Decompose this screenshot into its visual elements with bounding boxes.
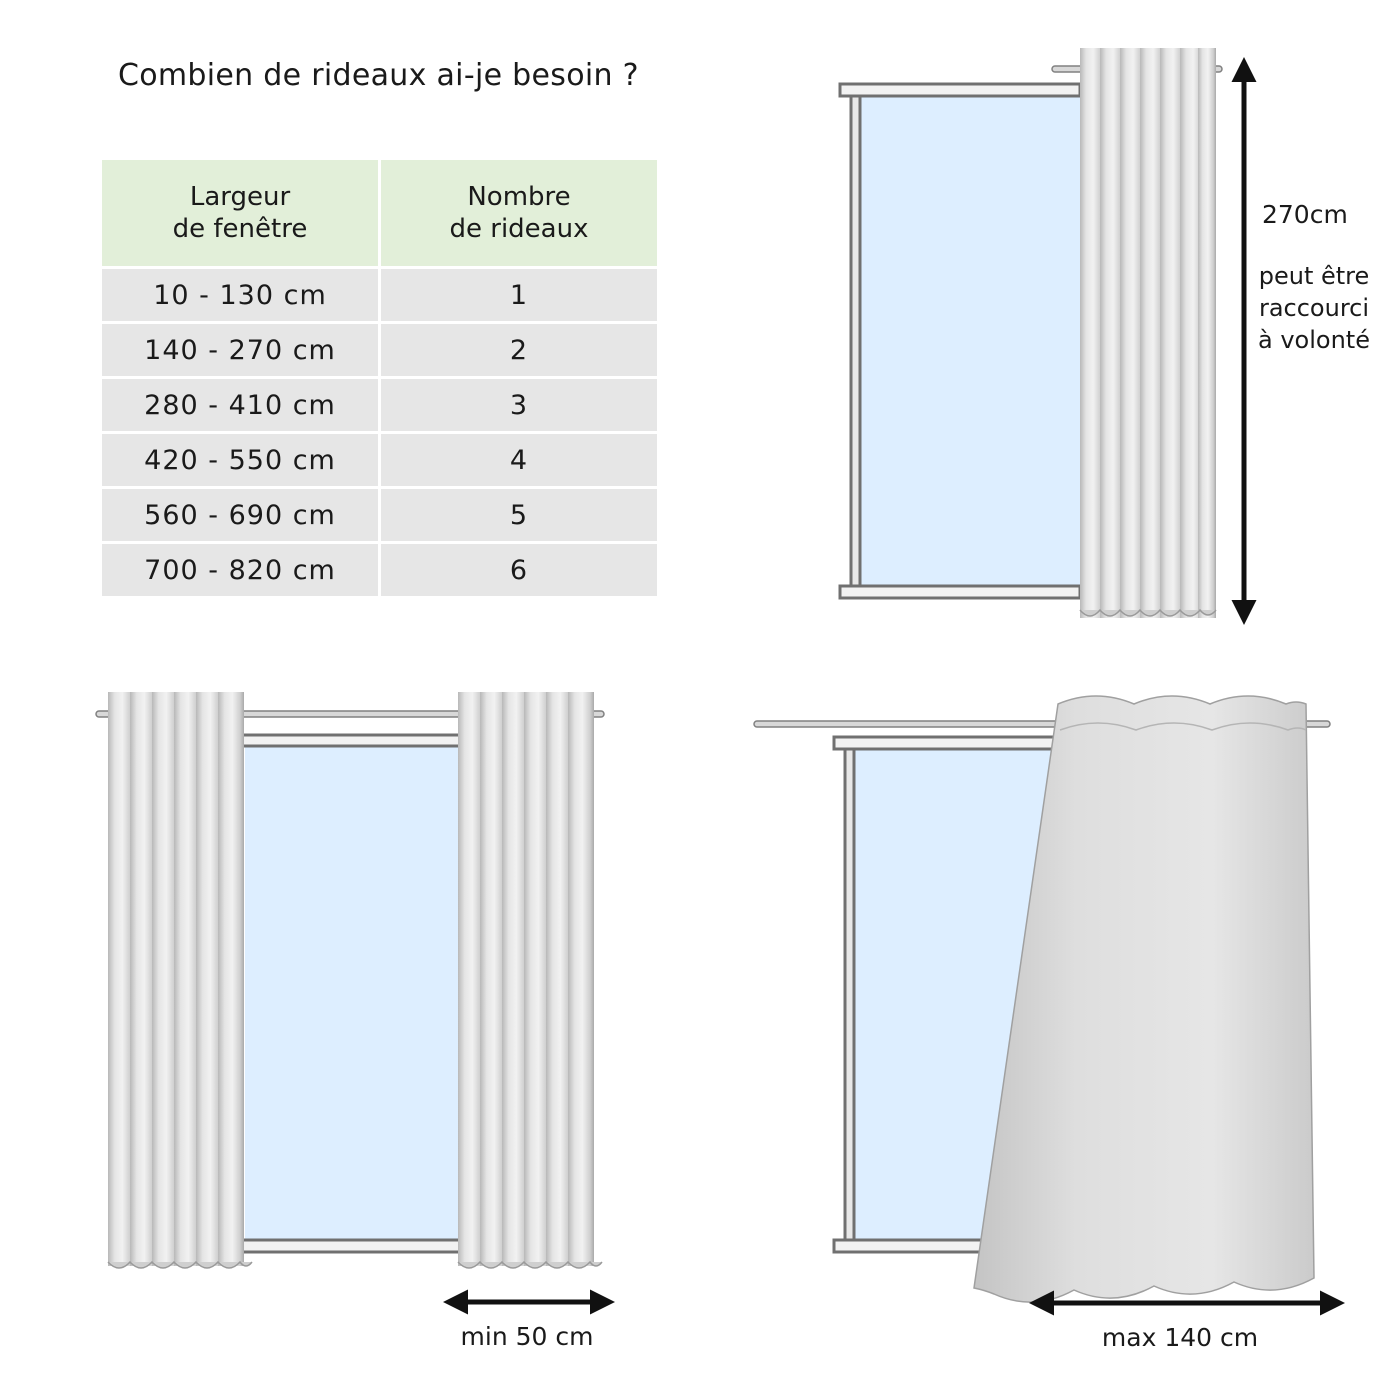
double-curtain-illustration bbox=[96, 692, 610, 1302]
window-frame-bottom bbox=[840, 586, 1080, 598]
window-frame-top bbox=[834, 737, 1064, 749]
max-width-label: max 140 cm bbox=[1101, 1323, 1259, 1352]
window-frame-left bbox=[851, 92, 860, 592]
shorten-note-line: raccourci bbox=[1258, 294, 1370, 322]
curtain-panel bbox=[1080, 48, 1216, 618]
width-range-cell: 700 - 820 cm bbox=[102, 544, 378, 596]
shorten-note-line: à volonté bbox=[1258, 326, 1370, 354]
width-range-cell: 140 - 270 cm bbox=[102, 324, 378, 376]
header-line: Nombre bbox=[467, 182, 571, 212]
count-cell: 1 bbox=[381, 269, 657, 321]
single-curtain-illustration bbox=[840, 48, 1244, 620]
page-title: Combien de rideaux ai-je besoin ? bbox=[118, 58, 639, 93]
width-range-cell: 280 - 410 cm bbox=[102, 379, 378, 431]
shorten-note-line: peut être bbox=[1258, 262, 1370, 290]
curtain-panel-left bbox=[108, 692, 252, 1268]
wide-curtain-illustration bbox=[754, 696, 1340, 1303]
shorten-note bbox=[1246, 260, 1382, 356]
window-glass bbox=[245, 746, 460, 1246]
window-glass bbox=[858, 96, 1080, 586]
window-frame-top bbox=[840, 84, 1080, 96]
width-range-cell: 420 - 550 cm bbox=[102, 434, 378, 486]
width-range-cell: 560 - 690 cm bbox=[102, 489, 378, 541]
count-cell: 2 bbox=[381, 324, 657, 376]
min-width-label: min 50 cm bbox=[460, 1322, 594, 1351]
height-label: 270cm bbox=[1262, 200, 1348, 229]
window-frame-left bbox=[845, 744, 854, 1246]
count-cell: 3 bbox=[381, 379, 657, 431]
count-cell: 5 bbox=[381, 489, 657, 541]
window-frame-top bbox=[240, 735, 465, 746]
count-cell: 4 bbox=[381, 434, 657, 486]
curtain-panel-right bbox=[458, 692, 602, 1268]
header-line: de rideaux bbox=[449, 214, 589, 244]
count-cell: 6 bbox=[381, 544, 657, 596]
window-frame-bottom bbox=[240, 1240, 465, 1252]
header-line: de fenêtre bbox=[172, 214, 308, 244]
header-line: Largeur bbox=[189, 182, 291, 212]
width-range-cell: 10 - 130 cm bbox=[102, 269, 378, 321]
